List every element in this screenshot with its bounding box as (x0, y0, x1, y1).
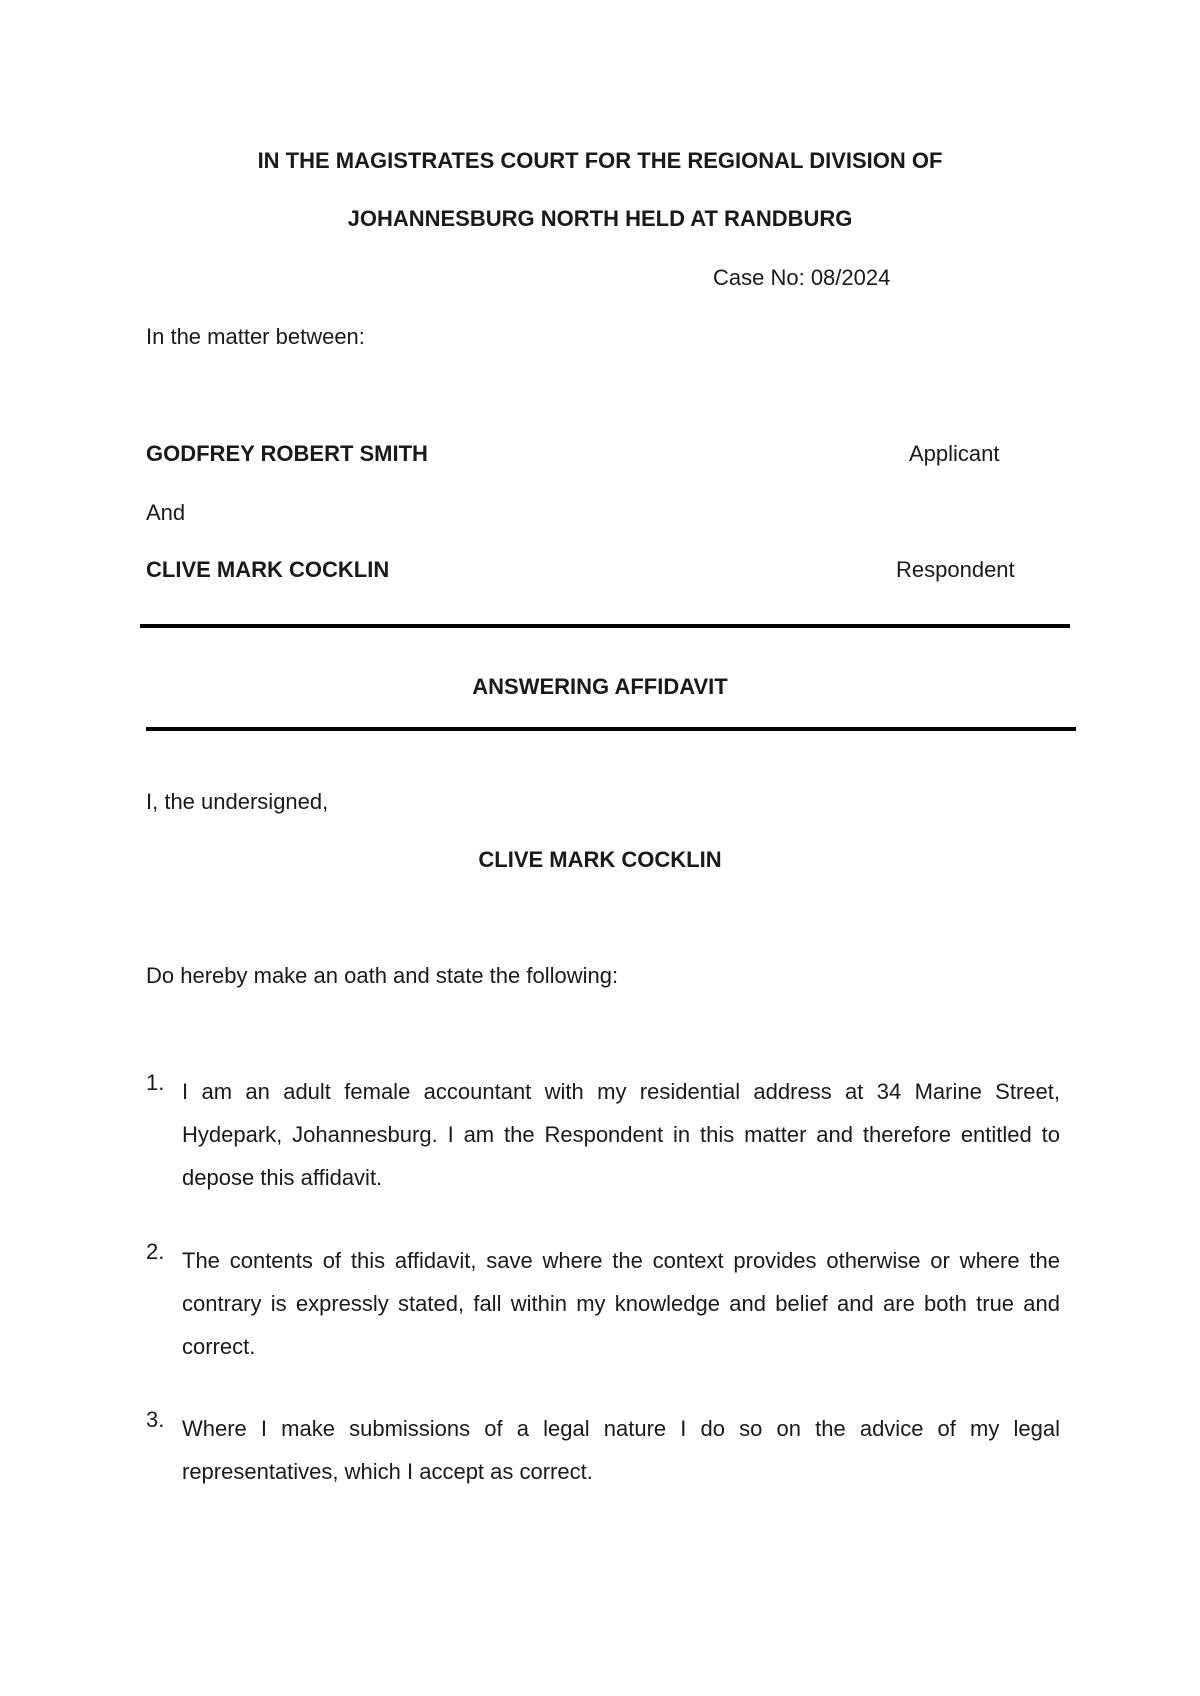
court-heading-line-1: IN THE MAGISTRATES COURT FOR THE REGIONAL DIVISION OF (257, 148, 943, 173)
deponent-name: CLIVE MARK COCKLIN (478, 847, 722, 872)
parties-connector: And (146, 500, 186, 525)
affidavit-paragraph (146, 1407, 1060, 1493)
paragraph-number: 1. (146, 1070, 165, 1095)
paragraph-number: 3. (146, 1407, 165, 1432)
applicant-role: Applicant (909, 441, 1000, 466)
respondent-role: Respondent (896, 557, 1015, 582)
title-bottom-rule (146, 727, 1076, 731)
paragraph-text: I am an adult female accountant with my residential address at 34 Marine Street, Hydepark, Johannesburg. I am the Respondent in this matter and therefore entitled to depose this affidavit. (182, 1079, 1060, 1190)
case-number: Case No: 08/2024 (713, 265, 891, 290)
matter-intro: In the matter between: (146, 324, 365, 349)
paragraph-number: 2. (146, 1239, 165, 1264)
title-top-rule (140, 624, 1070, 628)
applicant-name: GODFREY ROBERT SMITH (146, 441, 428, 466)
affidavit-paragraph (146, 1070, 1060, 1199)
affidavit-paragraph (146, 1239, 1060, 1368)
oath-statement: Do hereby make an oath and state the following: (146, 963, 619, 988)
respondent-name: CLIVE MARK COCKLIN (146, 557, 390, 582)
paragraph-text: The contents of this affidavit, save where the context provides otherwise or where the contrary is expressly stated, fall within my knowledge and belief and are both true and correct. (182, 1248, 1060, 1359)
document-title: ANSWERING AFFIDAVIT (472, 674, 728, 699)
court-heading-line-2: JOHANNESBURG NORTH HELD AT RANDBURG (347, 206, 853, 231)
paragraph-text: Where I make submissions of a legal nature I do so on the advice of my legal representatives, which I accept as correct. (182, 1416, 1060, 1484)
deponent-intro: I, the undersigned, (146, 789, 329, 814)
